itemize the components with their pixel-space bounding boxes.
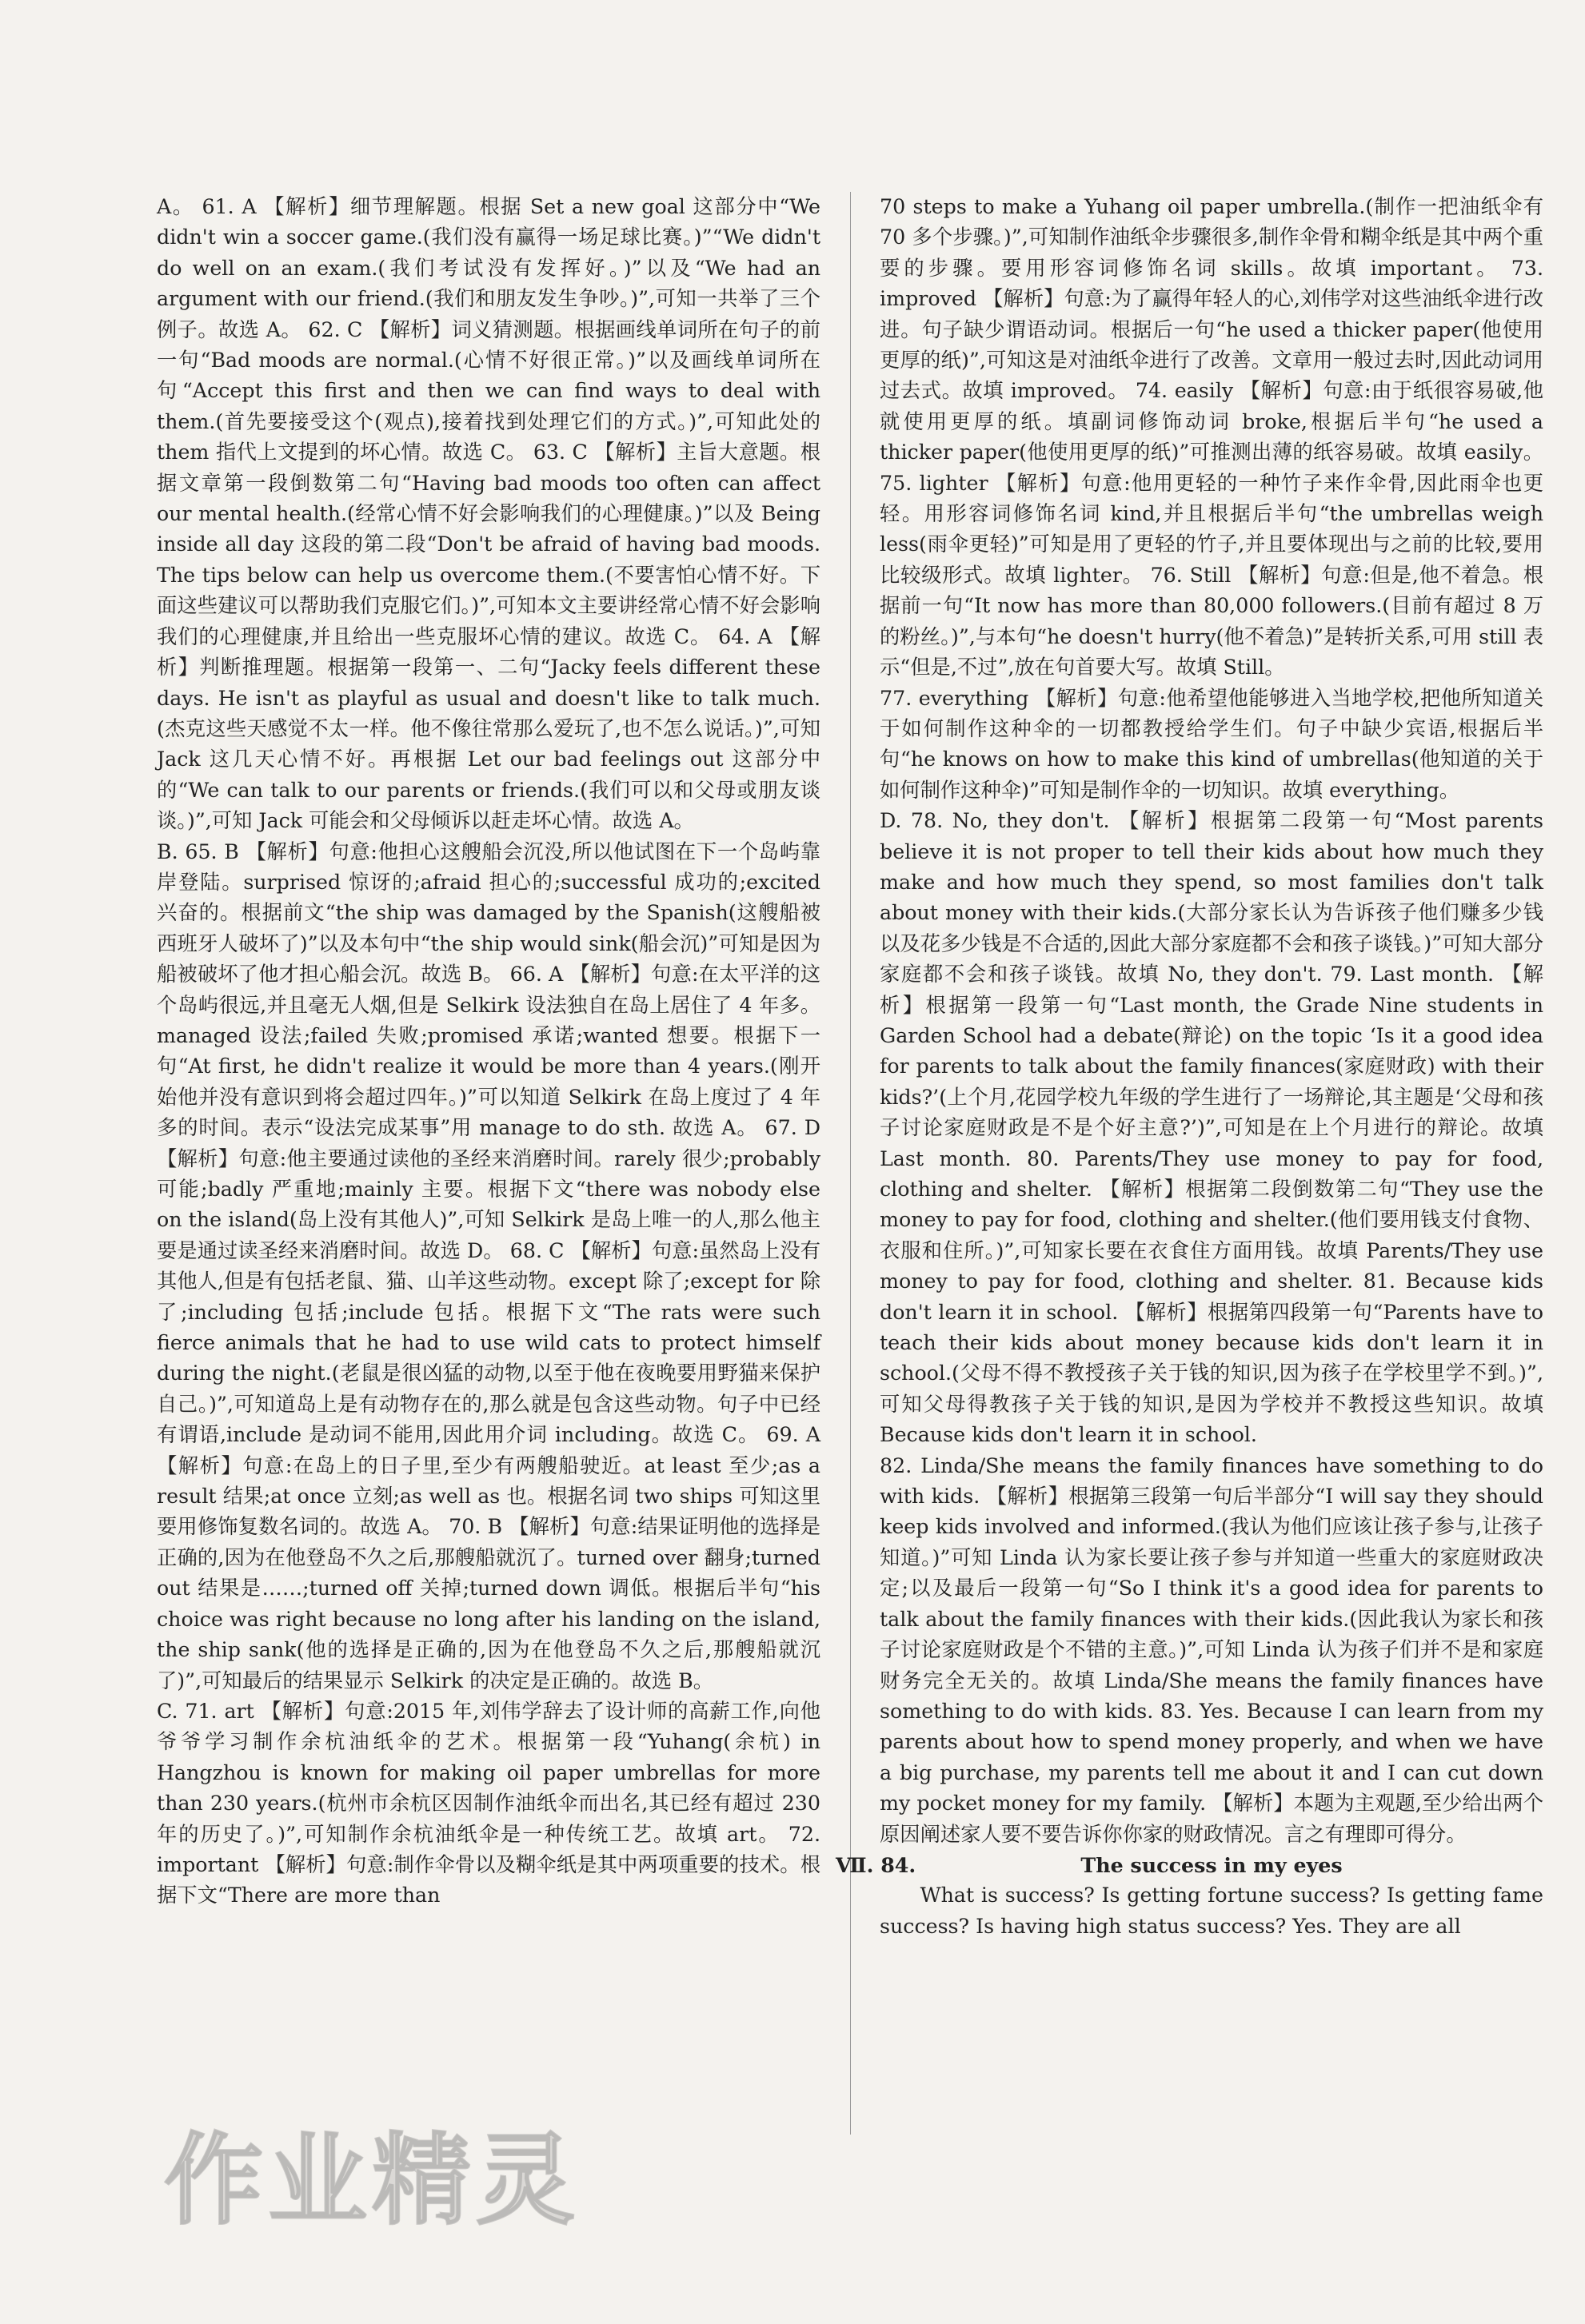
essay-title-line <box>836 1850 1543 1880</box>
essay-title: The success in my eyes <box>1080 1852 1343 1877</box>
left-column <box>157 192 820 1911</box>
essay-section-label: Ⅶ. 84. <box>836 1852 916 1877</box>
answer-paragraph-c-cont: 70 steps to make a Yuhang oil paper umbrella.(制作一把油纸伞有 70 多个步骤。)”,可知制作油纸伞步骤很多,制作伞骨和糊伞纸是其中两个重要的步骤。要用形容词修饰名词 skills。故填 important。 73. improved 【解析】句意:为了赢得年轻人的心,刘伟学对这些油纸伞进行改进。句子缺少谓语动词。根据后一句“he used a thicker paper(他使用更厚的纸)”,可知这是对油纸伞进行了改善。文章用一般过去时,因此动词用过去式。故填 improved。 74. easily 【解析】句意:由于纸很容易破,他就使用更厚的纸。填副词修饰动词 broke,根据后半句“he used a thicker paper(他使用更厚的纸)”可推测出薄的纸容易破。故填 easily。 75. lighter 【解析】句意:他用更轻的一种竹子来作伞骨,因此雨伞也更轻。用形容词修饰名词 kind,并且根据后半句“the umbrellas weigh less(雨伞更轻)”可知是用了更轻的竹子,并且要体现出与之前的比较,要用比较级形式。故填 lighter。 76. Still 【解析】句意:但是,他不着急。根据前一句“It now has more than 80,000 followers.(目前有超过 8 万的粉丝。)”,与本句“he doesn't hurry(他不着急)”是转折关系,可用 still 表示“但是,不过”,放在句首要大写。故填 Still。 <box>880 195 1543 680</box>
answer-paragraph-82: 82. Linda/She means the family finances have something to do with kids. 【解析】根据第三段第一句后半部分“I will say they should keep kids involved and informed.(我认为他们应该让孩子参与,让孩子知道。)”可知 Linda 认为家长要让孩子参与并知道一些重大的家庭财政决定;以及最后一段第一句“So I think it's a good idea for parents to talk about the family finances with their kids.(因此我认为家长和孩子讨论家庭财政是个不错的主意。)”,可知 Linda 认为孩子们并不是和家庭财务完全无关的。故填 Linda/She means the family finances have something to do with kids. 83. Yes. Because I can learn from my parents about how to spend money properly, and when we have a big purchase, my parents tell me about it and I can cut down my pocket money for my family. 【解析】本题为主观题,至少给出两个原因阐述家人要不要告诉你你家的财政情况。言之有理即可得分。 <box>880 1453 1543 1846</box>
column-divider <box>850 192 851 2135</box>
watermark-logo: 作业精灵 <box>164 2123 581 2238</box>
essay-first-line: What is success? Is getting fortune success? Is getting fame success? Is having high status success? Yes. They are all <box>880 1884 1543 1938</box>
answer-paragraph-a: A。 61. A 【解析】细节理解题。根据 Set a new goal 这部分中“We didn't win a soccer game.(我们没有赢得一场足球比赛。)”“We didn't do well on an exam.(我们考试没有发挥好。)”以及“We had an argument with our friend.(我们和朋友发生争吵。)”,可知一共举了三个例子。故选 A。 62. C 【解析】词义猜测题。根据画线单词所在句子的前一句“Bad moods are normal.(心情不好很正常。)”以及画线单词所在句“Accept this first and then we can find ways to deal with them.(首先要接受这个(观点),接着找到处理它们的方式。)”,可知此处的 them 指代上文提到的坏心情。故选 C。 63. C 【解析】主旨大意题。根据文章第一段倒数第二句“Having bad moods too often can affect our mental health.(经常心情不好会影响我们的心理健康。)”以及 Being inside all day 这段的第二段“Don't be afraid of having bad moods. The tips below can help us overcome them.(不要害怕心情不好。下面这些建议可以帮助我们克服它们。)”,可知本文主要讲经常心情不好会影响我们的心理健康,并且给出一些克服坏心情的建议。故选 C。 64. A 【解析】判断推理题。根据第一段第一、二句“Jacky feels different these days. He isn't as playful as usual and doesn't like to talk much.(杰克这些天感觉不太一样。他不像往常那么爱玩了,也不怎么说话。)”,可知 Jack 这几天心情不好。再根据 Let our bad feelings out 这部分中的“We can talk to our parents or friends.(我们可以和父母或朋友谈谈。)”,可知 Jack 可能会和父母倾诉以赶走坏心情。故选 A。 <box>157 195 820 833</box>
right-column <box>836 192 1543 1942</box>
answer-paragraph-d: D. 78. No, they don't. 【解析】根据第二段第一句“Most parents believe it is not proper to tell their kids about how much they make and how much they spend, so most families don't talk about money with their kids.(大部分家长认为告诉孩子他们赚多少钱以及花多少钱是不合适的,因此大部分家庭都不会和孩子谈钱。)”可知大部分家庭都不会和孩子谈钱。故填 No, they don't. 79. Last month. 【解析】根据第一段第一句“Last month, the Grade Nine students in Garden School had a debate(辩论) on the topic ‘Is it a good idea for parents to talk about the family finances(家庭财政) with their kids?’(上个月,花园学校九年级的学生进行了一场辩论,其主题是‘父母和孩子讨论家庭财政是不是个好主意?’)”,可知是在上个月进行的辩论。故填 Last month. 80. Parents/They use money to pay for food, clothing and shelter. 【解析】根据第二段倒数第二句“They use the money to pay for food, clothing and shelter.(他们要用钱支付食物、衣服和住所。)”,可知家长要在衣食住方面用钱。故填 Parents/They use money to pay for food, clothing and shelter. 81. Because kids don't learn it in school. 【解析】根据第四段第一句“Parents have to teach their kids about money because kids don't learn it in school.(父母不得不教授孩子关于钱的知识,因为孩子在学校里学不到。)”,可知父母得教孩子关于钱的知识,是因为学校并不教授这些知识。故填 Because kids don't learn it in school. <box>880 809 1543 1447</box>
answer-paragraph-c: C. 71. art 【解析】句意:2015 年,刘伟学辞去了设计师的高薪工作,向他爷爷学习制作余杭油纸伞的艺术。根据第一段“Yuhang(余杭) in Hangzhou is known for making oil paper umbrellas for more than 230 years.(杭州市余杭区因制作油纸伞而出名,其已经有超过 230 年的历史了。)”,可知制作余杭油纸伞是一种传统工艺。故填 art。 72. important 【解析】句意:制作伞骨以及糊伞纸是其中两项重要的技术。根据下文“There are more than <box>157 1699 820 1907</box>
answer-paragraph-b: B. 65. B 【解析】句意:他担心这艘船会沉没,所以他试图在下一个岛屿靠岸登陆。surprised 惊讶的;afraid 担心的;successful 成功的;excited 兴奋的。根据前文“the ship was damaged by the Spanish(这艘船被西班牙人破坏了)”以及本句中“the ship would sink(船会沉)”可知是因为船被破坏了他才担心船会沉。故选 B。 66. A 【解析】句意:在太平洋的这个岛屿很远,并且毫无人烟,但是 Selkirk 设法独自在岛上居住了 4 年多。managed 设法;failed 失败;promised 承诺;wanted 想要。根据下一句“At first, he didn't realize it would be more than 4 years.(刚开始他并没有意识到将会超过四年。)”可以知道 Selkirk 在岛上度过了 4 年多的时间。表示“设法完成某事”用 manage to do sth. 故选 A。 67. D 【解析】句意:他主要通过读他的圣经来消磨时间。rarely 很少;probably 可能;badly 严重地;mainly 主要。根据下文“there was nobody else on the island(岛上没有其他人)”,可知 Selkirk 是岛上唯一的人,那么他主要是通过读圣经来消磨时间。故选 D。 68. C 【解析】句意:虽然岛上没有其他人,但是有包括老鼠、猫、山羊这些动物。except 除了;except for 除了;including 包括;include 包括。根据下文“The rats were such fierce animals that he had to use wild cats to protect himself during the night.(老鼠是很凶猛的动物,以至于他在夜晚要用野猫来保护自己。)”,可知道岛上是有动物存在的,那么就是包含这些动物。句子中已经有谓语,include 是动词不能用,因此用介词 including。故选 C。 69. A 【解析】句意:在岛上的日子里,至少有两艘船驶近。at least 至少;as a result 结果;at once 立刻;as well as 也。根据名词 two ships 可知这里要用修饰复数名词的。故选 A。 70. B 【解析】句意:结果证明他的选择是正确的,因为在他登岛不久之后,那艘船就沉了。turned over 翻身;turned out 结果是……;turned off 关掉;turned down 调低。根据后半句“his choice was right because no long after his landing on the island, the ship sank(他的选择是正确的,因为在他登岛不久之后,那艘船就沉了)”,可知最后的结果显示 Selkirk 的决定是正确的。故选 B。 <box>157 839 820 1692</box>
answer-paragraph-77: 77. everything 【解析】句意:他希望他能够进入当地学校,把他所知道关于如何制作这种伞的一切都教授给学生们。句子中缺少宾语,根据后半句“he knows on how to make this kind of umbrellas(他知道的关于如何制作这种伞)”可知是制作伞的一切知识。故填 everything。 <box>880 686 1543 802</box>
